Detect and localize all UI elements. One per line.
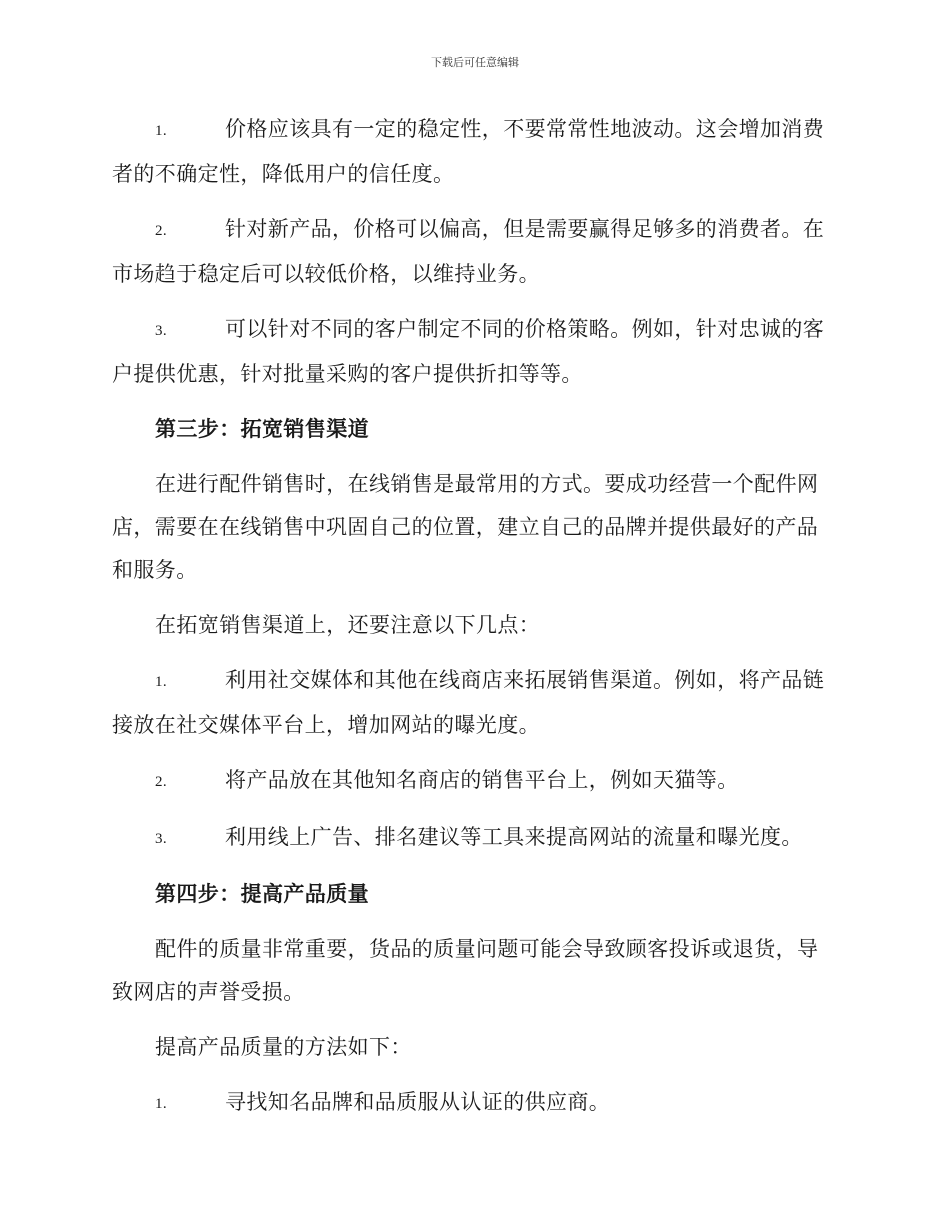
list-item-text: 将产品放在其他知名商店的销售平台上，例如天猫等。 bbox=[225, 768, 739, 792]
section-heading: 第三步：拓宽销售渠道 bbox=[155, 417, 369, 441]
list-item-text: 可以针对不同的客户制定不同的价格策略。例如，针对忠诚的客户提供优惠，针对批量采购的客户提供折扣等等。 bbox=[112, 317, 825, 386]
list-number: 3. bbox=[155, 323, 168, 339]
document-body bbox=[112, 108, 832, 1138]
section-heading: 第四步：提高产品质量 bbox=[155, 882, 369, 906]
page-header: 下载后可任意编辑 bbox=[431, 56, 519, 69]
list-item bbox=[112, 759, 832, 804]
list-item bbox=[112, 208, 832, 296]
paragraph: 在拓宽销售渠道上，还要注意以下几点： bbox=[155, 613, 541, 637]
list-item bbox=[112, 1081, 832, 1126]
list-number: 3. bbox=[155, 831, 168, 847]
list-item-text: 利用社交媒体和其他在线商店来拓展销售渠道。例如，将产品链接放在社交媒体平台上，增加网站的曝光度。 bbox=[112, 668, 825, 737]
paragraph: 在进行配件销售时，在线销售是最常用的方式。要成功经营一个配件网店，需要在在线销售中巩固自己的位置，建立自己的品牌并提供最好的产品和服务。 bbox=[112, 472, 819, 582]
list-item-text: 寻找知名品牌和品质服从认证的供应商。 bbox=[225, 1090, 611, 1114]
list-number: 1. bbox=[155, 674, 168, 690]
list-item bbox=[112, 659, 832, 747]
paragraph: 配件的质量非常重要，货品的质量问题可能会导致顾客投诉或退货，导致网店的声誉受损。 bbox=[112, 937, 819, 1004]
list-item bbox=[112, 308, 832, 396]
list-item bbox=[112, 108, 832, 196]
paragraph: 提高产品质量的方法如下： bbox=[155, 1035, 412, 1059]
list-item-text: 价格应该具有一定的稳定性，不要常常性地波动。这会增加消费者的不确定性，降低用户的信任度。 bbox=[112, 117, 825, 186]
list-number: 2. bbox=[155, 223, 168, 239]
list-item-text: 针对新产品，价格可以偏高，但是需要赢得足够多的消费者。在市场趋于稳定后可以较低价格，以维持业务。 bbox=[112, 217, 825, 286]
list-number: 2. bbox=[155, 774, 168, 790]
list-item bbox=[112, 816, 832, 861]
list-number: 1. bbox=[155, 123, 168, 139]
list-number: 1. bbox=[155, 1096, 168, 1112]
list-item-text: 利用线上广告、排名建议等工具来提高网站的流量和曝光度。 bbox=[225, 825, 803, 849]
